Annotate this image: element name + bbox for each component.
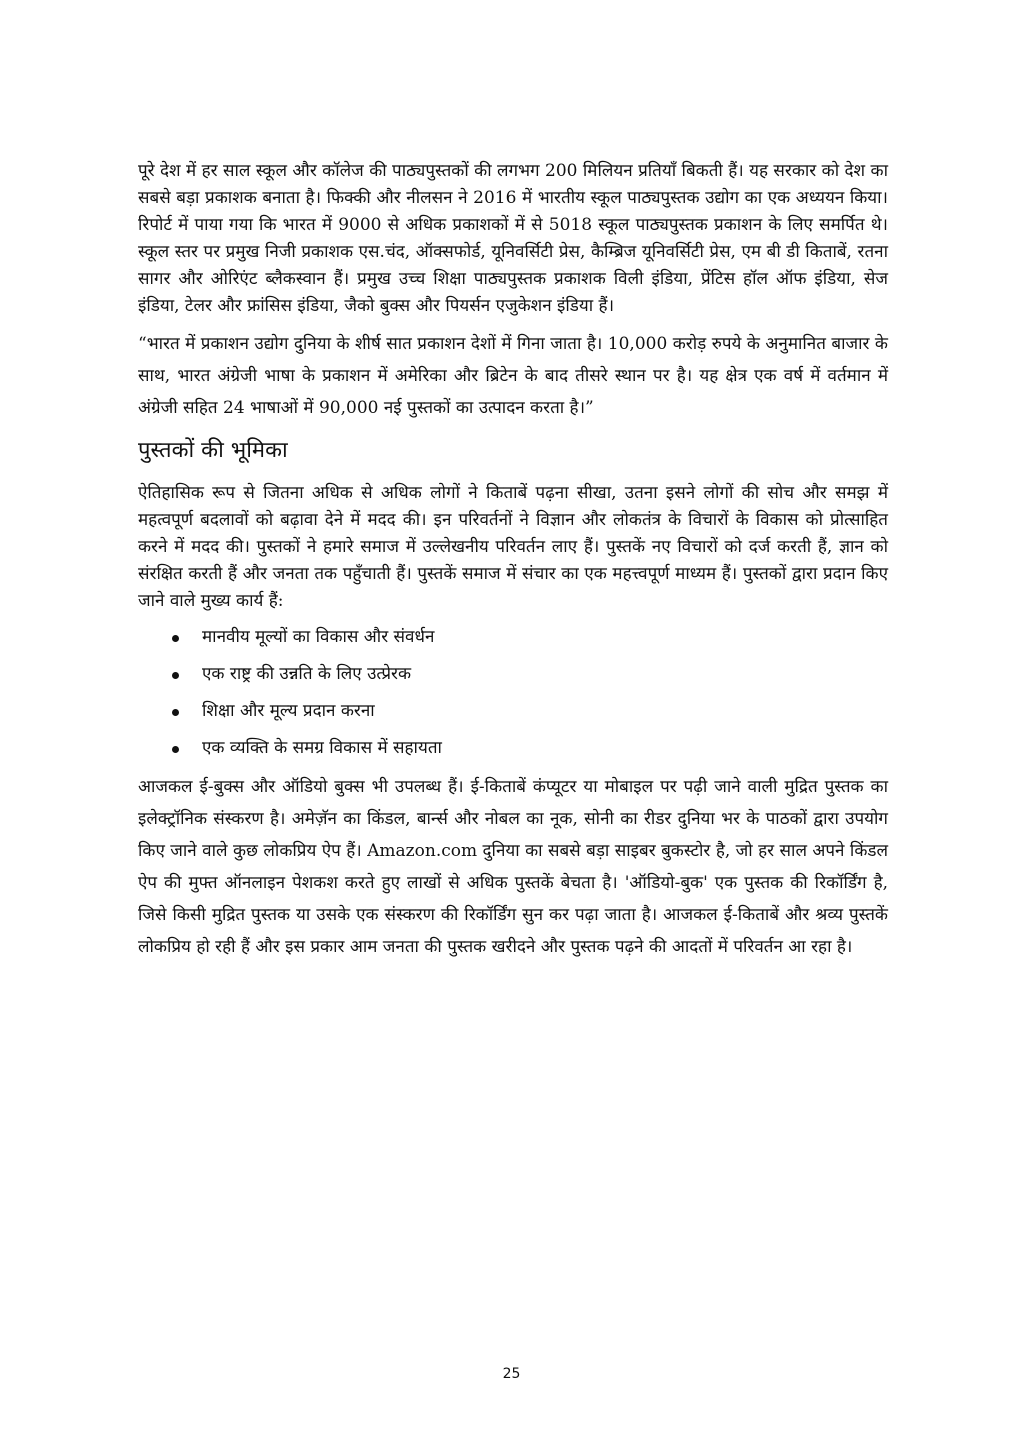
list-item (138, 730, 888, 767)
paragraph-role-of-books: ऐतिहासिक रूप से जितना अधिक से अधिक लोगों ने किताबें पढ़ना सीखा, उतना इसने लोगों की सोच और समझ में महत्वपूर्ण बदलावों को बढ़ावा देने में मदद की। इन परिवर्तनों ने विज्ञान और लोकतंत्र के विचारों के विकास को प्रोत्साहित करने में मदद की। पुस्तकों ने हमारे समाज में उल्लेखनीय परिवर्तन लाए हैं। पुस्तकें नए विचारों को दर्ज करती हैं, ज्ञान को संरक्षित करती हैं और जनता तक पहुँचाती हैं। पुस्तकें समाज में संचार का एक महत्त्वपूर्ण माध्यम हैं। पुस्तकों द्वारा प्रदान किए जाने वाले मुख्य कार्य हैं: (138, 483, 888, 611)
page-number: 25 (502, 1366, 521, 1382)
list-item-text: एक राष्ट्र की उन्नति के लिए उत्प्रेरक (202, 664, 412, 684)
list-item (138, 619, 888, 656)
list-item (138, 693, 888, 730)
paragraph-industry-quote: “भारत में प्रकाशन उद्योग दुनिया के शीर्ष सात प्रकाशन देशों में गिना जाता है। 10,000 करोड़ रुपये के अनुमानित बाजार के साथ, भारत अंग्रेजी भाषा के प्रकाशन में अमेरिका और ब्रिटेन के बाद तीसरे स्थान पर है। यह क्षेत्र एक वर्ष में वर्तमान में अंग्रेजी सहित 24 भाषाओं में 90,000 नई पुस्तकों का उत्पादन करता है।” (138, 334, 888, 418)
paragraph-textbook-publishing: पूरे देश में हर साल स्कूल और कॉलेज की पाठ्यपुस्तकों की लगभग 200 मिलियन प्रतियाँ बिकती हैं। यह सरकार को देश का सबसे बड़ा प्रकाशक बनाता है। फिक्की और नीलसन ने 2016 में भारतीय स्कूल पाठ्यपुस्तक उद्योग का एक अध्ययन किया। रिपोर्ट में पाया गया कि भारत में 9000 से अधिक प्रकाशकों में से 5018 स्कूल पाठ्यपुस्तक प्रकाशन के लिए समर्पित थे। स्कूल स्तर पर प्रमुख निजी प्रकाशक एस.चंद, ऑक्सफोर्ड, यूनिवर्सिटी प्रेस, कैम्ब्रिज यूनिवर्सिटी प्रेस, एम बी डी किताबें, रतना सागर और ओरिएंट ब्लैकस्वान हैं। प्रमुख उच्च शिक्षा पाठ्यपुस्तक प्रकाशक विली इंडिया, प्रेंटिस हॉल ऑफ इंडिया, सेज इंडिया, टेलर और फ्रांसिस इंडिया, जैको बुक्स और पियर्सन एजुकेशन इंडिया हैं। (138, 161, 888, 316)
list-item-text: एक व्यक्ति के समग्र विकास में सहायता (202, 738, 442, 758)
list-item (138, 656, 888, 693)
paragraph-ebooks-audiobooks: आजकल ई-बुक्स और ऑडियो बुक्स भी उपलब्ध हैं। ई-किताबें कंप्यूटर या मोबाइल पर पढ़ी जाने वाली मुद्रित पुस्तक का इलेक्ट्रॉनिक संस्करण है। अमेज़ॅन का किंडल, बार्न्स और नोबल का नूक, सोनी का रीडर दुनिया भर के पाठकों द्वारा उपयोग किए जाने वाले कुछ लोकप्रिय ऐप हैं। Amazon.com दुनिया का सबसे बड़ा साइबर बुकस्टोर है, जो हर साल अपने किंडल ऐप की मुफ्त ऑनलाइन पेशकश करते हुए लाखों से अधिक पुस्तकें बेचता है। 'ऑडियो-बुक' एक पुस्तक की रिकॉर्डिंग है, जिसे किसी मुद्रित पुस्तक या उसके एक संस्करण की रिकॉर्डिंग सुन कर पढ़ा जाता है। आजकल ई-किताबें और श्रव्य पुस्तकें लोकप्रिय हो रही हैं और इस प्रकार आम जनता की पुस्तक खरीदने और पुस्तक पढ़ने की आदतों में परिवर्तन आ रहा है। (138, 777, 888, 957)
bullet-icon (172, 672, 179, 679)
list-item-text: शिक्षा और मूल्य प्रदान करना (202, 701, 375, 721)
bullet-icon (172, 635, 179, 642)
bullet-icon (172, 746, 179, 753)
bullet-icon (172, 709, 179, 716)
list-item-text: मानवीय मूल्यों का विकास और संवर्धन (202, 627, 435, 647)
document-body (138, 158, 888, 963)
functions-list (138, 619, 888, 767)
section-heading: पुस्तकों की भूमिका (138, 438, 288, 463)
